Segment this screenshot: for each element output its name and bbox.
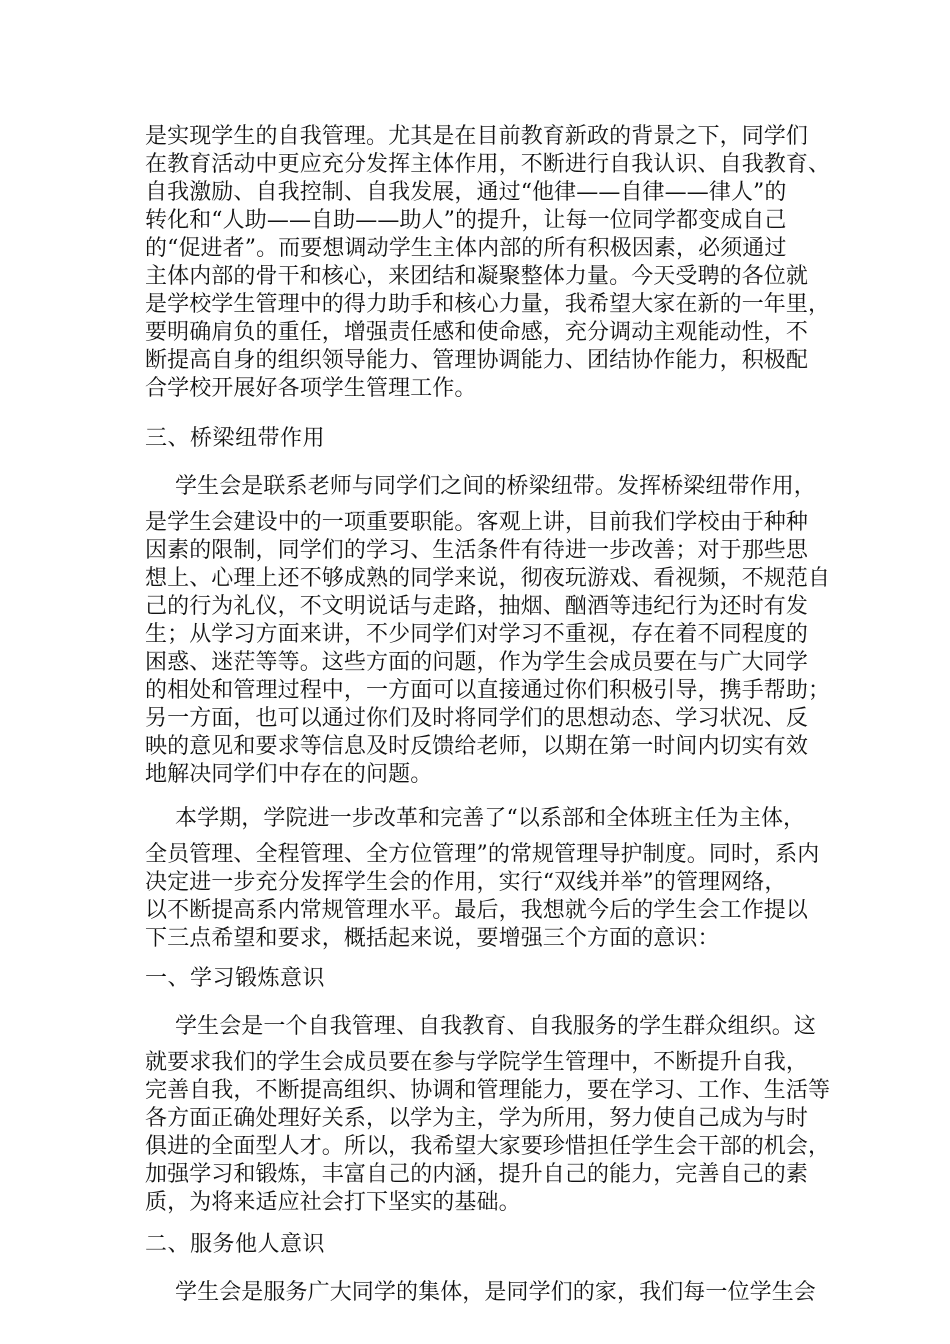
paragraph-3-line-1: 本学期，学院进一步改革和完善了“以系部和全体班主任为主体， — [175, 806, 806, 831]
paragraph-4-line-4: 各方面正确处理好关系，以学为主，学为所用，努力使自己成为与时 — [145, 1106, 809, 1131]
paragraph-1-line-10: 合学校开展好各项学生管理工作。 — [145, 376, 477, 401]
paragraph-3-line-4: 以不断提高系内常规管理水平。最后，我想就今后的学生会工作提以 — [145, 898, 809, 923]
paragraph-5-line-1: 学生会是服务广大同学的集体，是同学们的家，我们每一位学生会 — [175, 1280, 816, 1305]
paragraph-2-line-3: 因素的限制，同学们的学习、生活条件有待进一步改善；对于那些思 — [145, 538, 809, 563]
paragraph-1-line-3: 自我激励、自我控制、自我发展，通过“他律——自律——律人”的 — [145, 180, 787, 205]
paragraph-4-line-1: 学生会是一个自我管理、自我教育、自我服务的学生群众组织。这 — [175, 1014, 816, 1039]
paragraph-2-line-9: 另一方面，也可以通过你们及时将同学们的思想动态、学习状况、反 — [145, 706, 809, 731]
paragraph-4-line-3: 完善自我，不断提高组织、协调和管理能力，要在学习、工作、生活等 — [145, 1078, 831, 1103]
paragraph-1-line-6: 主体内部的骨干和核心，来团结和凝聚整体力量。今天受聘的各位就 — [145, 264, 809, 289]
paragraph-3-line-3: 决定进一步充分发挥学生会的作用，实行“双线并举”的管理网络， — [145, 870, 787, 895]
paragraph-1-line-2: 在教育活动中更应充分发挥主体作用，不断进行自我认识、自我教育、 — [145, 152, 831, 177]
paragraph-2-line-6: 生；从学习方面来讲，不少同学们对学习不重视，存在着不同程度的 — [145, 622, 809, 647]
paragraph-1-line-4: 转化和“人助——自助——助人”的提升，让每一位同学都变成自己 — [145, 208, 787, 233]
paragraph-1-line-9: 断提高自身的组织领导能力、管理协调能力、团结协作能力，积极配 — [145, 348, 809, 373]
paragraph-2-line-11: 地解决同学们中存在的问题。 — [145, 762, 433, 787]
paragraph-2-line-4: 想上、心理上还不够成熟的同学来说，彻夜玩游戏、看视频，不规范自 — [145, 566, 831, 591]
paragraph-1-line-1: 是实现学生的自我管理。尤其是在目前教育新政的背景之下，同学们 — [145, 124, 809, 149]
paragraph-4-line-7: 质，为将来适应社会打下坚实的基础。 — [145, 1190, 521, 1215]
section-heading-three: 三、桥梁纽带作用 — [145, 426, 326, 451]
paragraph-2-line-8: 的相处和管理过程中，一方面可以直接通过你们积极引导，携手帮助； — [145, 678, 831, 703]
paragraph-4-line-5: 俱进的全面型人才。所以，我希望大家要珍惜担任学生会干部的机会， — [145, 1134, 831, 1159]
paragraph-4-line-2: 就要求我们的学生会成员要在参与学院学生管理中，不断提升自我， — [145, 1050, 809, 1075]
paragraph-2-line-10: 映的意见和要求等信息及时反馈给老师，以期在第一时间内切实有效 — [145, 734, 809, 759]
paragraph-3-line-5: 下三点希望和要求，概括起来说，要增强三个方面的意识： — [145, 926, 720, 951]
section-heading-two: 二、服务他人意识 — [145, 1232, 326, 1257]
paragraph-3-line-2: 全员管理、全程管理、全方位管理”的常规管理导护制度。同时，系内 — [145, 842, 820, 867]
paragraph-2-line-2: 是学生会建设中的一项重要职能。客观上讲，目前我们学校由于种种 — [145, 510, 809, 535]
paragraph-1-line-7: 是学校学生管理中的得力助手和核心力量，我希望大家在新的一年里， — [145, 292, 831, 317]
section-heading-one: 一、学习锻炼意识 — [145, 966, 326, 991]
paragraph-2-line-1: 学生会是联系老师与同学们之间的桥梁纽带。发挥桥梁纽带作用， — [175, 474, 816, 499]
paragraph-2-line-7: 困惑、迷茫等等。这些方面的问题，作为学生会成员要在与广大同学 — [145, 650, 809, 675]
paragraph-1-line-5: 的“促进者”。而要想调动学生主体内部的所有积极因素，必须通过 — [145, 236, 787, 261]
paragraph-1-line-8: 要明确肩负的重任，增强责任感和使命感，充分调动主观能动性，不 — [145, 320, 809, 345]
paragraph-2-line-5: 己的行为礼仪，不文明说话与走路，抽烟、酗酒等违纪行为还时有发 — [145, 594, 809, 619]
paragraph-4-line-6: 加强学习和锻炼，丰富自己的内涵，提升自己的能力，完善自己的素 — [145, 1162, 809, 1187]
